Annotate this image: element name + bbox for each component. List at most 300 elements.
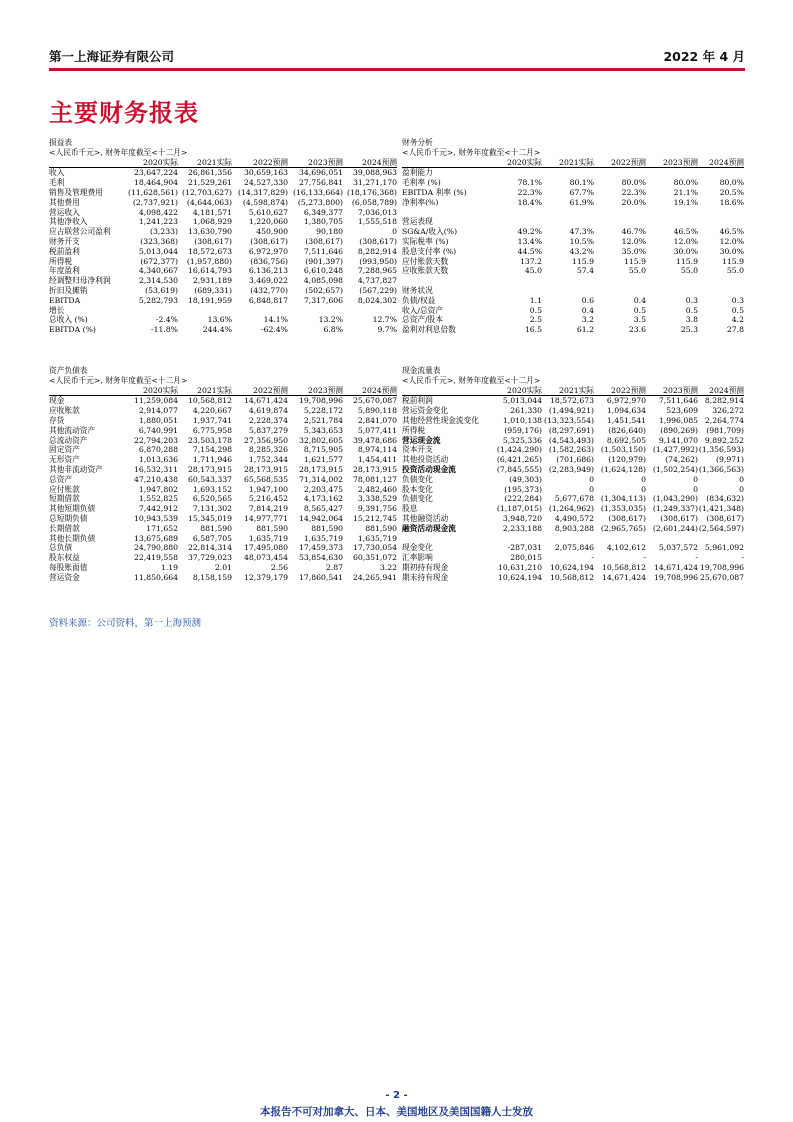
row-label: 盈利对利息倍数 bbox=[402, 325, 456, 335]
row-value: 25,670,087 bbox=[352, 396, 397, 406]
row-label: 营运收入 bbox=[49, 207, 80, 217]
row-value: 12.0% bbox=[719, 236, 744, 246]
table-row bbox=[402, 406, 744, 416]
row-value: 3,948,720 bbox=[502, 513, 542, 523]
row-value bbox=[123, 306, 178, 316]
row-label: 汇率影响 bbox=[402, 553, 433, 563]
table-row bbox=[402, 168, 744, 178]
table-row bbox=[402, 396, 744, 406]
table-row bbox=[49, 524, 397, 534]
row-value: (53,619) bbox=[145, 285, 178, 295]
row-value: 60,351,072 bbox=[352, 553, 397, 563]
row-value: 0.3 bbox=[731, 295, 744, 305]
row-value: 19.1% bbox=[673, 197, 698, 207]
year-header: 2023预测 bbox=[646, 386, 698, 396]
row-value bbox=[542, 286, 594, 296]
row-value: 61.9% bbox=[569, 197, 594, 207]
row-value: (1,421,348) bbox=[698, 504, 744, 514]
row-value: 12.0% bbox=[673, 236, 698, 246]
row-label: 期初持有现金 bbox=[402, 562, 449, 572]
row-value: (2,283,949) bbox=[548, 464, 594, 474]
row-value: 27,756,841 bbox=[298, 178, 343, 188]
row-value bbox=[178, 306, 232, 316]
row-value: (1,356,593) bbox=[698, 445, 744, 455]
year-header: 2021实际 bbox=[178, 386, 232, 396]
row-value: 3.5 bbox=[633, 315, 646, 325]
row-value bbox=[542, 168, 594, 178]
row-value: 28,173,915 bbox=[243, 464, 288, 474]
table-row bbox=[49, 534, 397, 544]
row-value: 30.0% bbox=[673, 246, 698, 256]
row-value: 10,568,812 bbox=[549, 572, 594, 582]
row-value: 13.2% bbox=[318, 315, 343, 325]
row-value: (1,502,254) bbox=[652, 464, 698, 474]
table-row bbox=[402, 286, 744, 296]
table-row bbox=[49, 306, 397, 316]
row-value: 5,228,172 bbox=[303, 406, 343, 416]
row-value: 6,136,213 bbox=[248, 266, 288, 276]
row-value: (981,709) bbox=[706, 425, 744, 435]
row-value: (826,640) bbox=[608, 425, 646, 435]
row-value: (308,617) bbox=[608, 513, 646, 523]
row-value: (1,249,337) bbox=[652, 504, 698, 514]
row-value: 881,590 bbox=[311, 523, 343, 533]
row-value: 1,013,636 bbox=[138, 455, 178, 465]
row-value: (2,564,597) bbox=[698, 523, 744, 533]
row-value: 4,181,571 bbox=[192, 207, 232, 217]
row-value: 2,228,374 bbox=[248, 415, 288, 425]
row-value: 10,568,812 bbox=[601, 562, 646, 572]
row-value: 18,191,959 bbox=[187, 295, 232, 305]
row-value: 3.2 bbox=[581, 315, 594, 325]
row-value: (3,233) bbox=[149, 227, 178, 237]
row-label: 总负债 bbox=[49, 543, 73, 553]
row-value: -2.4% bbox=[155, 315, 178, 325]
row-value: (308,617) bbox=[250, 236, 288, 246]
cash-flow-section bbox=[402, 366, 744, 583]
row-value: 7,288,965 bbox=[357, 266, 397, 276]
row-value: (567,229) bbox=[359, 285, 397, 295]
balance-sheet-section bbox=[49, 366, 397, 583]
row-value: 2,482,460 bbox=[357, 484, 397, 494]
row-label: 税前盈利 bbox=[49, 246, 80, 256]
row-value: 6,349,377 bbox=[303, 207, 343, 217]
row-label: 营运资金变化 bbox=[402, 406, 449, 416]
row-value: (195,373) bbox=[504, 484, 542, 494]
year-header: 2024预测 bbox=[343, 158, 397, 168]
table-row bbox=[49, 504, 397, 514]
row-label: 其他投资活动 bbox=[402, 455, 449, 465]
table-row bbox=[402, 296, 744, 306]
row-value: 19,708,996 bbox=[699, 562, 744, 572]
row-value: 23,503,178 bbox=[187, 435, 232, 445]
row-value bbox=[698, 276, 744, 286]
row-value: (1,957,880) bbox=[186, 256, 232, 266]
table-row bbox=[49, 208, 397, 218]
row-value: (308,617) bbox=[305, 236, 343, 246]
row-value: 12.0% bbox=[621, 236, 646, 246]
year-header: 2020实际 bbox=[490, 386, 542, 396]
table-row bbox=[49, 543, 397, 553]
row-value: 6,972,970 bbox=[606, 396, 646, 406]
row-value: 3.22 bbox=[379, 562, 397, 572]
row-value: 9.7% bbox=[377, 325, 397, 335]
row-value: 11,259,084 bbox=[133, 396, 178, 406]
row-value: 0.5 bbox=[633, 305, 646, 315]
row-value: 0 bbox=[693, 484, 698, 494]
table-row bbox=[402, 315, 744, 325]
row-value: 20.0% bbox=[621, 197, 646, 207]
row-value: 39,478,686 bbox=[352, 435, 397, 445]
year-header: 2024预测 bbox=[698, 386, 744, 396]
row-label: 融资活动现金流 bbox=[402, 523, 456, 533]
row-value: (6,058,789) bbox=[351, 197, 397, 207]
table-row bbox=[49, 475, 397, 485]
table-row bbox=[49, 188, 397, 198]
row-value: 5,037,572 bbox=[658, 543, 698, 553]
row-label: SG&A/收入(%) bbox=[402, 227, 458, 237]
row-value: 5,961,092 bbox=[704, 543, 744, 553]
row-label: 年度盈利 bbox=[49, 266, 80, 276]
row-label: 其他经营性现金流变化 bbox=[402, 415, 479, 425]
row-value: 30.0% bbox=[719, 246, 744, 256]
row-value: 13,675,689 bbox=[133, 533, 178, 543]
table-row bbox=[402, 494, 744, 504]
row-value: 0 bbox=[739, 474, 744, 484]
row-value: (1,353,035) bbox=[600, 504, 646, 514]
row-value: 2.01 bbox=[214, 562, 232, 572]
row-value: -62.4% bbox=[260, 325, 288, 335]
row-value bbox=[698, 217, 744, 227]
row-value bbox=[698, 286, 744, 296]
table-row bbox=[49, 266, 397, 276]
row-value: 27,356,950 bbox=[243, 435, 288, 445]
row-label: 营运资金 bbox=[49, 572, 80, 582]
table-row bbox=[402, 276, 744, 286]
table-row bbox=[49, 178, 397, 188]
row-value: (1,494,921) bbox=[548, 406, 594, 416]
row-value: 0 bbox=[392, 227, 397, 237]
row-label: 盈利能力 bbox=[402, 168, 433, 178]
table-row bbox=[402, 485, 744, 495]
row-value: (74,262) bbox=[665, 455, 698, 465]
row-value: 26,861,356 bbox=[187, 168, 232, 178]
row-value: 20.5% bbox=[719, 187, 744, 197]
row-value: (8,297,691) bbox=[548, 425, 594, 435]
row-value: 8,285,326 bbox=[248, 445, 288, 455]
row-value bbox=[542, 217, 594, 227]
row-value: 280,015 bbox=[510, 553, 542, 563]
row-value: 14,977,771 bbox=[243, 513, 288, 523]
financial-analysis-table bbox=[402, 158, 744, 335]
row-value: (9,971) bbox=[715, 455, 744, 465]
page-number: - 2 - bbox=[385, 1090, 408, 1101]
row-value: 28,173,915 bbox=[352, 464, 397, 474]
row-label: 其他流动资产 bbox=[49, 425, 96, 435]
row-value: 5,677,678 bbox=[554, 494, 594, 504]
row-value: 22.3% bbox=[517, 187, 542, 197]
row-value: 1,220,060 bbox=[248, 217, 288, 227]
row-value bbox=[542, 534, 594, 544]
row-value: 1.1 bbox=[529, 295, 542, 305]
row-value: (1,424,290) bbox=[496, 445, 542, 455]
row-value: (834,632) bbox=[706, 494, 744, 504]
row-value: 0.4 bbox=[581, 305, 594, 315]
table-row bbox=[402, 524, 744, 534]
row-value: 1,693,152 bbox=[192, 484, 232, 494]
row-value: (7,845,555) bbox=[496, 464, 542, 474]
row-value: - bbox=[643, 553, 646, 563]
row-label: 无形资产 bbox=[49, 455, 80, 465]
row-value: 55.0 bbox=[726, 266, 744, 276]
income-statement-title: 损益表 bbox=[49, 138, 73, 147]
row-value: 8,715,905 bbox=[303, 445, 343, 455]
table-row bbox=[49, 563, 397, 573]
row-label: 应付账款 bbox=[49, 484, 80, 494]
row-value bbox=[646, 217, 698, 227]
row-value: 7,317,606 bbox=[303, 295, 343, 305]
row-value: 8,282,914 bbox=[357, 246, 397, 256]
row-value bbox=[542, 208, 594, 218]
row-label: 财务开支 bbox=[49, 236, 80, 246]
row-value: 18,464,904 bbox=[133, 178, 178, 188]
year-header: 2022预测 bbox=[594, 158, 646, 168]
row-value: 10,568,812 bbox=[187, 396, 232, 406]
row-value: 881,590 bbox=[200, 523, 232, 533]
row-label: 总流动资产 bbox=[49, 435, 88, 445]
row-value bbox=[646, 534, 698, 544]
row-value: 2.87 bbox=[325, 562, 343, 572]
row-label: 股本变化 bbox=[402, 484, 433, 494]
row-value: 47.3% bbox=[569, 227, 594, 237]
row-value: 1,937,741 bbox=[192, 415, 232, 425]
table-row bbox=[49, 573, 397, 583]
balance-sheet-table bbox=[49, 386, 397, 583]
table-row bbox=[402, 217, 744, 227]
row-value: 18,572,673 bbox=[187, 246, 232, 256]
row-value bbox=[288, 306, 343, 316]
row-value: (672,377) bbox=[140, 256, 178, 266]
row-value: 45.0 bbox=[524, 266, 542, 276]
income-statement-section bbox=[49, 138, 397, 335]
table-row bbox=[49, 325, 397, 335]
row-value: 2,314,530 bbox=[138, 276, 178, 286]
row-value: 0.6 bbox=[581, 295, 594, 305]
table-row bbox=[49, 426, 397, 436]
row-label: EBITDA (%) bbox=[49, 325, 96, 335]
row-value: 2,233,188 bbox=[502, 523, 542, 533]
row-value: (308,617) bbox=[706, 513, 744, 523]
row-value: 25,670,087 bbox=[699, 572, 744, 582]
row-value bbox=[490, 168, 542, 178]
table-row bbox=[402, 208, 744, 218]
row-value: 24,265,941 bbox=[352, 572, 397, 582]
row-value: 23.6 bbox=[628, 325, 646, 335]
row-value bbox=[594, 276, 646, 286]
data-source-note: 资料来源：公司资料，第一上海预测 bbox=[49, 618, 202, 629]
row-value: 35.0% bbox=[621, 246, 646, 256]
row-value: 34,696,051 bbox=[298, 168, 343, 178]
cash-flow-title: 现金流量表 bbox=[402, 366, 441, 375]
table-row bbox=[49, 237, 397, 247]
row-value: (1,043,290) bbox=[652, 494, 698, 504]
row-value: 881,590 bbox=[365, 523, 397, 533]
table-row bbox=[402, 325, 744, 335]
row-value: 25.3 bbox=[680, 325, 698, 335]
row-value: 13,630,790 bbox=[187, 227, 232, 237]
table-row bbox=[49, 227, 397, 237]
row-value: 4,619,874 bbox=[248, 406, 288, 416]
row-value: 4,085,098 bbox=[303, 276, 343, 286]
row-value: 17,860,541 bbox=[298, 572, 343, 582]
row-value: 2,931,189 bbox=[192, 276, 232, 286]
year-header: 2021实际 bbox=[542, 386, 594, 396]
row-label: 短期借款 bbox=[49, 494, 80, 504]
row-value: 2,841,070 bbox=[357, 415, 397, 425]
year-header: 2024预测 bbox=[343, 386, 397, 396]
row-value: (1,427,992) bbox=[652, 445, 698, 455]
year-header: 2022预测 bbox=[232, 386, 288, 396]
row-value: 90,180 bbox=[316, 227, 343, 237]
header-spacer bbox=[402, 386, 490, 396]
row-value: 1,010,138 bbox=[502, 415, 542, 425]
year-header: 2020实际 bbox=[123, 386, 178, 396]
row-label: 其他短期负债 bbox=[49, 504, 96, 514]
year-header: 2023预测 bbox=[288, 158, 343, 168]
row-value: 10,631,210 bbox=[497, 562, 542, 572]
table-row bbox=[402, 436, 744, 446]
row-value: -287,031 bbox=[507, 543, 542, 553]
row-value: 1,068,929 bbox=[192, 217, 232, 227]
table-row bbox=[49, 168, 397, 178]
year-header: 2022预测 bbox=[232, 158, 288, 168]
row-value: 2,264,774 bbox=[704, 415, 744, 425]
row-label: 其他融资活动 bbox=[402, 513, 449, 523]
row-label: 应占联营公司盈利 bbox=[49, 227, 111, 237]
row-value: 24,527,330 bbox=[243, 178, 288, 188]
row-value: 6,870,288 bbox=[138, 445, 178, 455]
row-value: 4,098,422 bbox=[138, 207, 178, 217]
row-value: 137.2 bbox=[519, 256, 542, 266]
row-value: 5,282,793 bbox=[138, 295, 178, 305]
row-value: 46.5% bbox=[673, 227, 698, 237]
row-value: (14,317,829) bbox=[237, 187, 288, 197]
row-value: 27.8 bbox=[726, 325, 744, 335]
row-value: (308,617) bbox=[660, 513, 698, 523]
row-label: 销售及管理费用 bbox=[49, 187, 103, 197]
row-value: 10,943,539 bbox=[133, 513, 178, 523]
table-row bbox=[49, 286, 397, 296]
row-value: 78.1% bbox=[517, 178, 542, 188]
header-spacer bbox=[49, 158, 123, 168]
row-value: (1,304,113) bbox=[600, 494, 646, 504]
row-value: 18.4% bbox=[517, 197, 542, 207]
table-row bbox=[49, 396, 397, 406]
row-label: 净利率(%) bbox=[402, 197, 439, 207]
row-value: 23,647,224 bbox=[133, 168, 178, 178]
row-value: 6,610,248 bbox=[303, 266, 343, 276]
row-value bbox=[542, 276, 594, 286]
row-value: (2,737,921) bbox=[132, 197, 178, 207]
table-row bbox=[49, 198, 397, 208]
row-value: (689,331) bbox=[194, 285, 232, 295]
row-label: 营运表现 bbox=[402, 217, 433, 227]
row-value: 2,203,475 bbox=[303, 484, 343, 494]
row-value: 1,454,411 bbox=[357, 455, 397, 465]
row-label: 总短期负债 bbox=[49, 513, 88, 523]
row-value: 0.3 bbox=[685, 295, 698, 305]
income-statement-table bbox=[49, 158, 397, 335]
financial-analysis-section bbox=[402, 138, 744, 335]
row-value: 1,635,719 bbox=[248, 533, 288, 543]
row-value: 8,024,302 bbox=[357, 295, 397, 305]
row-value: (1,264,962) bbox=[548, 504, 594, 514]
row-value: 2,075,846 bbox=[554, 543, 594, 553]
row-value: 1,451,541 bbox=[606, 415, 646, 425]
row-value: 0.5 bbox=[529, 305, 542, 315]
row-label: 期末持有现金 bbox=[402, 572, 449, 582]
row-value: (2,601,244) bbox=[652, 523, 698, 533]
row-value: (222,284) bbox=[504, 494, 542, 504]
row-value: 450,900 bbox=[256, 227, 288, 237]
row-value bbox=[698, 168, 744, 178]
row-value: (323,368) bbox=[140, 236, 178, 246]
row-value: 9,141,070 bbox=[658, 435, 698, 445]
row-value: (308,617) bbox=[359, 236, 397, 246]
row-value: 2,914,077 bbox=[138, 406, 178, 416]
row-value: 18.6% bbox=[719, 197, 744, 207]
row-label: 营运现金流 bbox=[402, 435, 441, 445]
row-value: (49,303) bbox=[509, 474, 542, 484]
table-row bbox=[49, 217, 397, 227]
row-value: 16,532,311 bbox=[133, 464, 178, 474]
row-value: 1,555,518 bbox=[357, 217, 397, 227]
row-value: 6,775,958 bbox=[192, 425, 232, 435]
table-row bbox=[49, 247, 397, 257]
row-label: 其他长期负债 bbox=[49, 533, 96, 543]
row-value: 22.3% bbox=[621, 187, 646, 197]
row-label: EBITDA bbox=[49, 295, 81, 305]
row-value: 28,173,915 bbox=[187, 464, 232, 474]
distribution-disclaimer: 本报告不可对加拿大、日本、美国地区及美国国籍人士发放 bbox=[260, 1106, 533, 1118]
row-value: 0 bbox=[641, 474, 646, 484]
company-name: 第一上海证券有限公司 bbox=[49, 49, 175, 64]
row-value: 55.0 bbox=[628, 266, 646, 276]
row-value: 8,282,914 bbox=[704, 396, 744, 406]
row-value: 1,635,719 bbox=[357, 533, 397, 543]
row-value: 80.0% bbox=[621, 178, 646, 188]
table-row bbox=[49, 465, 397, 475]
row-label: 应收账款天数 bbox=[402, 266, 449, 276]
row-value: 9,391,756 bbox=[357, 504, 397, 514]
row-value: 115.9 bbox=[675, 256, 698, 266]
row-value: 8,565,427 bbox=[303, 504, 343, 514]
row-label: 应付账款天数 bbox=[402, 256, 449, 266]
row-label: 每股账面值 bbox=[49, 562, 88, 572]
row-value: -11.8% bbox=[150, 325, 178, 335]
table-row bbox=[49, 406, 397, 416]
row-value: 57.4 bbox=[576, 266, 594, 276]
row-value: 1,752,344 bbox=[248, 455, 288, 465]
table-row bbox=[402, 266, 744, 276]
row-value: 6,972,970 bbox=[248, 246, 288, 256]
row-label bbox=[402, 276, 490, 286]
row-value: 12.7% bbox=[372, 315, 397, 325]
financial-analysis-title: 财务分析 bbox=[402, 138, 433, 147]
row-label: 股息 bbox=[402, 504, 418, 514]
table-row bbox=[402, 227, 744, 237]
table-row bbox=[402, 563, 744, 573]
